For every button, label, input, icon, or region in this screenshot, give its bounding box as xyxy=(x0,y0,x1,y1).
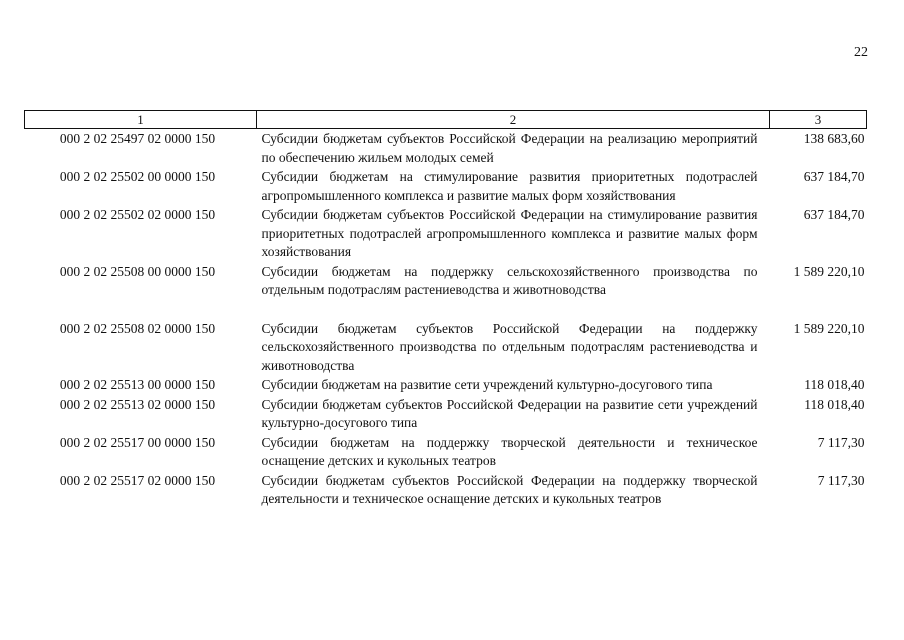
budget-code: 000 2 02 25513 00 0000 150 xyxy=(59,377,216,392)
amount: 1 589 220,10 xyxy=(793,263,865,279)
subsidy-name: Субсидии бюджетам субъектов Российской Федерации на развитие сети учреждений культурно-досугового типа xyxy=(261,396,758,430)
subsidy-name: Субсидии бюджетам на развитие сети учреждений культурно-досугового типа xyxy=(261,377,713,392)
budget-code: 000 2 02 25517 00 0000 150 xyxy=(59,434,216,450)
budget-code: 000 2 02 25502 00 0000 150 xyxy=(59,169,216,184)
table-row xyxy=(25,433,867,471)
budget-code: 000 2 02 25517 02 0000 150 xyxy=(59,472,216,488)
table-row xyxy=(25,471,867,509)
budget-code: 000 2 02 25508 00 0000 150 xyxy=(59,263,216,279)
table-header-row xyxy=(25,111,867,129)
budget-code: 000 2 02 25508 02 0000 150 xyxy=(59,320,216,336)
page-number: 22 xyxy=(854,45,868,60)
budget-code: 000 2 02 25497 02 0000 150 xyxy=(59,131,216,146)
amount: 138 683,60 xyxy=(803,131,865,146)
subsidy-name: Субсидии бюджетам на поддержку сельскохозяйственного производства по отдельным подотраслям растениеводства и животноводства xyxy=(261,263,758,297)
budget-code: 000 2 02 25502 02 0000 150 xyxy=(59,207,216,222)
amount: 118 018,40 xyxy=(804,377,865,392)
column-header-2: 2 xyxy=(257,111,770,129)
table-row xyxy=(25,395,867,433)
budget-table xyxy=(24,110,866,509)
amount: 118 018,40 xyxy=(804,396,865,412)
table-row xyxy=(25,167,867,205)
subsidy-name: Субсидии бюджетам субъектов Российской Федерации на стимулирование развития приоритетных подотраслей агропромышленного комплекса и развитие малых форм хозяйствования xyxy=(261,207,758,259)
budget-code: 000 2 02 25513 02 0000 150 xyxy=(59,396,216,412)
subsidy-name: Субсидии бюджетам на стимулирование развития приоритетных подотраслей агропромышленного комплекса и развитие малых форм хозяйствования xyxy=(261,169,758,203)
subsidy-name: Субсидии бюджетам субъектов Российской Федерации на реализацию мероприятий по обеспечению жильем молодых семей xyxy=(261,131,758,165)
amount: 7 117,30 xyxy=(817,434,865,450)
table-row xyxy=(25,319,867,376)
amount: 637 184,70 xyxy=(803,207,865,222)
table-row xyxy=(25,129,867,168)
table-row xyxy=(25,205,867,262)
subsidy-name: Субсидии бюджетам на поддержку творческой деятельности и техническое оснащение детских и кукольных театров xyxy=(261,434,758,468)
subsidy-name: Субсидии бюджетам субъектов Российской Федерации на поддержку сельскохозяйственного производства по отдельным подотраслям растениеводства и животноводства xyxy=(261,320,758,373)
column-header-3: 3 xyxy=(770,111,867,129)
amount: 637 184,70 xyxy=(803,169,865,184)
column-header-1: 1 xyxy=(25,111,257,129)
amount: 7 117,30 xyxy=(817,472,865,488)
table-row xyxy=(25,262,867,319)
table-row xyxy=(25,375,867,395)
amount: 1 589 220,10 xyxy=(793,320,865,336)
subsidy-name: Субсидии бюджетам субъектов Российской Федерации на поддержку творческой деятельности и техническое оснащение детских и кукольных театров xyxy=(261,472,758,506)
